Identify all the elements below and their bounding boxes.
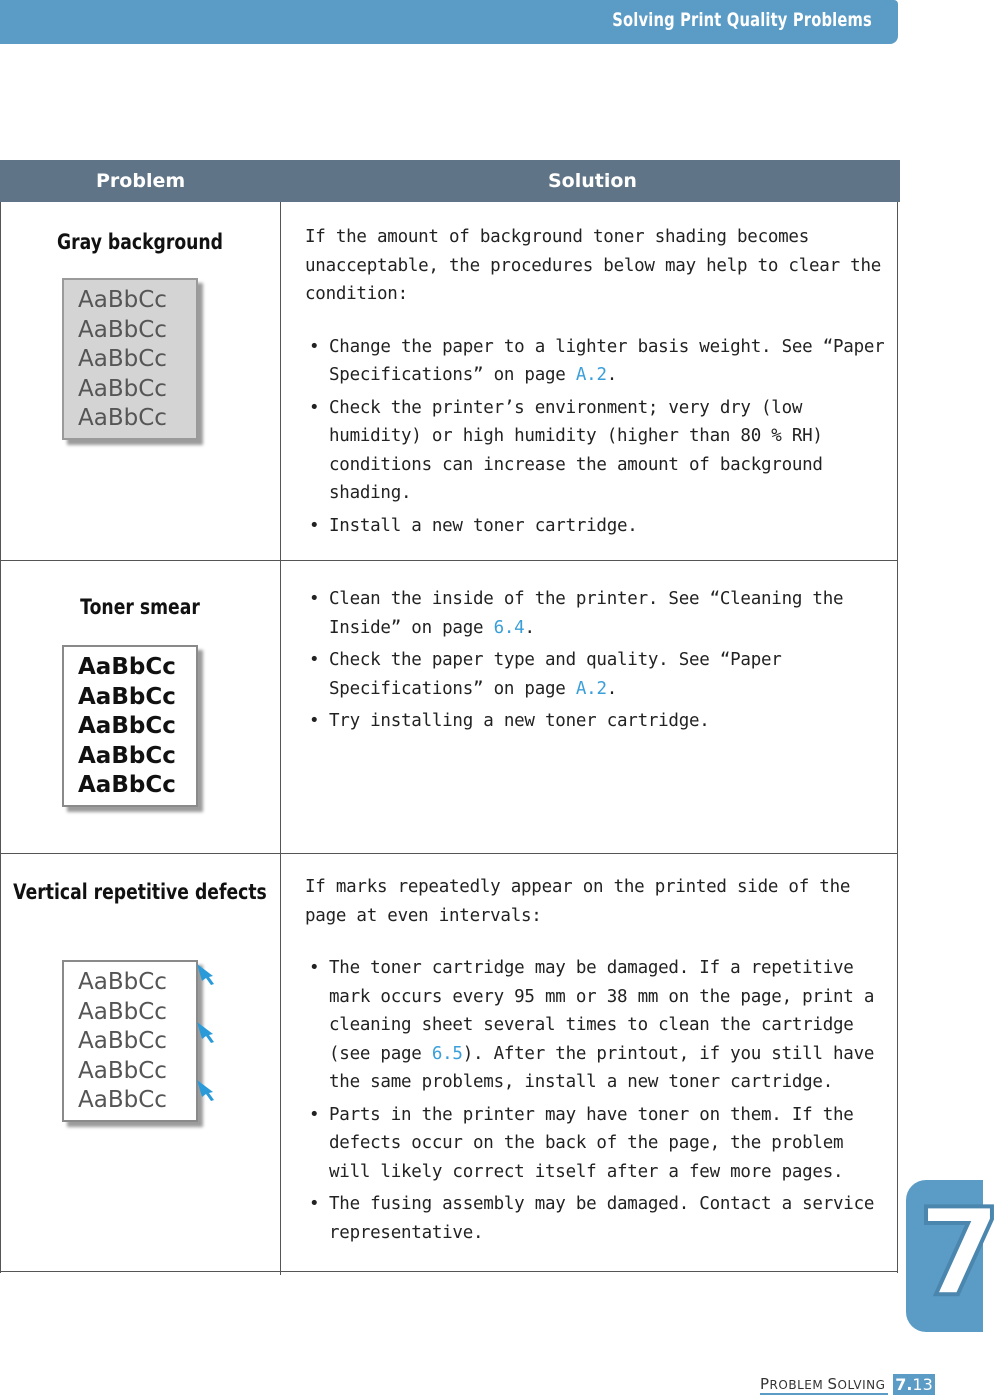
bullet-text: Try installing a new toner cartridge. — [329, 711, 710, 731]
sample-line: AaBbCc — [78, 683, 176, 710]
table-bottom-border — [0, 1271, 898, 1272]
column-header-solution: Solution — [548, 170, 637, 192]
solution-bullet — [305, 707, 890, 736]
gray-background-sample-image — [62, 278, 198, 440]
footer-initial: P — [760, 1375, 770, 1393]
row-divider — [0, 853, 898, 854]
bullet-text: Clean the inside of the printer. See “Cleaning the Inside” on page — [329, 589, 844, 638]
solution-bullet — [305, 512, 890, 541]
solution-cell — [305, 873, 890, 1251]
footer-section-label — [760, 1375, 885, 1393]
bullet-text: Change the paper to a lighter basis weight. See “Paper Specifications” on page — [329, 336, 885, 385]
problem-solution-table — [0, 160, 900, 1273]
solution-cell — [305, 585, 890, 740]
bullet-text: Parts in the printer may have toner on them. If the defects occur on the back of the page, the problem will likely correct itself after a few more pages. — [329, 1104, 854, 1182]
column-header-problem: Problem — [96, 170, 186, 192]
sample-line: AaBbCc — [78, 316, 167, 343]
solution-list — [305, 585, 890, 736]
table-left-border — [0, 202, 1, 1273]
table-right-border — [897, 202, 898, 1273]
footer-word: ROBLEM — [769, 1378, 824, 1392]
problem-title: Vertical repetitive defects — [13, 880, 267, 904]
page-reference-link[interactable]: A.2 — [575, 365, 607, 385]
chapter-number: 7 — [918, 1184, 1002, 1323]
column-divider — [280, 202, 281, 1275]
page-number — [893, 1374, 935, 1395]
row-divider — [0, 560, 898, 561]
sample-line: AaBbCc — [78, 772, 176, 798]
sample-line: AaBbCc — [78, 375, 167, 402]
defect-marker-arrow-icon — [195, 962, 219, 986]
header-bar — [0, 0, 898, 44]
sample-line: AaBbCc — [78, 742, 176, 769]
sample-line: AaBbCc — [78, 1057, 167, 1084]
solution-list — [305, 333, 890, 541]
problem-title: Gray background — [56, 230, 224, 254]
solution-bullet — [305, 394, 890, 508]
sample-line: AaBbCc — [78, 1028, 167, 1054]
page-number-major: 7. — [895, 1375, 913, 1394]
solution-bullet — [305, 954, 890, 1097]
footer-rule — [760, 1393, 888, 1395]
page-reference-link[interactable]: 6.5 — [431, 1043, 463, 1064]
solution-bullet — [305, 646, 890, 703]
bullet-text: The toner cartridge may be damaged. If a repetitive mark occurs every 95 mm or 38 mm on the page, print a cleaning sheet several times to clean the cartridge (see page — [329, 958, 875, 1064]
page-header-title: Solving Print Quality Problems — [612, 9, 872, 31]
sample-line: AaBbCc — [78, 969, 167, 995]
solution-cell — [305, 223, 890, 544]
solution-bullet — [305, 1101, 890, 1187]
bullet-text-after: . — [524, 617, 535, 638]
table-header — [0, 160, 900, 202]
solution-bullet — [305, 585, 890, 642]
sample-line: AaBbCc — [78, 346, 167, 372]
chapter-tab — [906, 1180, 1002, 1332]
sample-line: AaBbCc — [78, 287, 167, 313]
solution-bullet — [305, 333, 890, 390]
solution-bullet — [305, 1190, 890, 1247]
sample-line: AaBbCc — [78, 713, 176, 739]
defect-marker-arrow-icon — [195, 1078, 219, 1102]
defect-marker-arrow-icon — [195, 1020, 219, 1044]
bullet-text: Check the paper type and quality. See “Paper Specifications” on page — [329, 650, 782, 699]
sample-line: AaBbCc — [78, 654, 176, 680]
bullet-text: Check the printer’s environment; very dry (low humidity) or high humidity (higher than 80 % RH) conditions can increase the amount of background shading. — [329, 397, 823, 503]
solution-intro: If marks repeatedly appear on the printed side of the page at even intervals: — [305, 877, 851, 926]
bullet-text: The fusing assembly may be damaged. Contact a service representative. — [329, 1194, 875, 1243]
toner-smear-sample-image — [62, 645, 198, 807]
footer-word: OLVING — [837, 1378, 886, 1392]
sample-line: AaBbCc — [78, 998, 167, 1025]
footer-initial: S — [827, 1375, 838, 1393]
bullet-text-after: . — [606, 365, 618, 385]
bullet-text-after: . — [606, 678, 618, 699]
sample-line: AaBbCc — [78, 1087, 167, 1113]
bullet-text: Install a new toner cartridge. — [329, 515, 638, 536]
problem-title: Toner smear — [80, 595, 200, 619]
sample-line: AaBbCc — [78, 405, 167, 431]
solution-list — [305, 954, 890, 1247]
bullet-text-after: ). After the printout, if you still have the same problems, install a new toner cartridge. — [329, 1043, 875, 1092]
page-reference-link[interactable]: 6.4 — [493, 617, 525, 638]
page-reference-link[interactable]: A.2 — [575, 678, 607, 699]
vertical-defects-sample-image — [62, 960, 198, 1122]
page-number-minor: 13 — [912, 1375, 933, 1394]
solution-intro: If the amount of background toner shading becomes unacceptable, the procedures below may help to clear the condition: — [305, 227, 882, 304]
